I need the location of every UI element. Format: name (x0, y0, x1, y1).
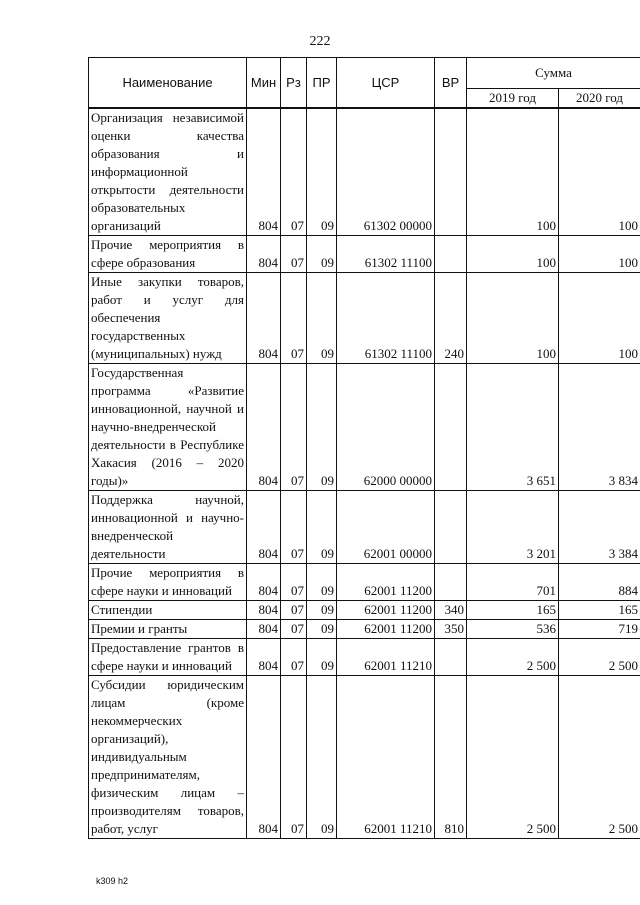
table-row (89, 620, 640, 639)
table-row (89, 601, 640, 620)
row-min: 804 (247, 491, 281, 564)
table-body (89, 108, 640, 839)
footer-code: k309 h2 (96, 876, 129, 886)
row-pr: 09 (307, 236, 337, 273)
row-vr (435, 364, 467, 491)
row-pr: 09 (307, 676, 337, 839)
row-rz: 07 (281, 108, 307, 236)
row-csr: 62001 11200 (337, 620, 435, 639)
table-row (89, 273, 640, 364)
row-sum-2020: 100 (559, 236, 640, 273)
row-min: 804 (247, 236, 281, 273)
row-name: Премии и гранты (89, 620, 247, 639)
row-csr: 62001 11200 (337, 564, 435, 601)
table-row (89, 676, 640, 839)
row-csr: 61302 11100 (337, 273, 435, 364)
row-sum-2020: 3 384 (559, 491, 640, 564)
header-csr: ЦСР (337, 58, 435, 109)
row-vr: 340 (435, 601, 467, 620)
row-csr: 61302 11100 (337, 236, 435, 273)
row-sum-2020: 884 (559, 564, 640, 601)
row-sum-2020: 719 (559, 620, 640, 639)
row-sum-2020: 165 (559, 601, 640, 620)
row-vr: 810 (435, 676, 467, 839)
row-csr: 62001 00000 (337, 491, 435, 564)
row-csr: 62000 00000 (337, 364, 435, 491)
row-sum-2019: 536 (467, 620, 559, 639)
row-rz: 07 (281, 364, 307, 491)
row-pr: 09 (307, 601, 337, 620)
row-pr: 09 (307, 491, 337, 564)
row-sum-2020: 3 834 (559, 364, 640, 491)
header-name: Наименование (89, 58, 247, 109)
row-sum-2019: 165 (467, 601, 559, 620)
table-row (89, 108, 640, 236)
row-min: 804 (247, 601, 281, 620)
page-number: 222 (309, 34, 331, 49)
row-rz: 07 (281, 236, 307, 273)
row-pr: 09 (307, 364, 337, 491)
row-min: 804 (247, 564, 281, 601)
row-rz: 07 (281, 676, 307, 839)
row-min: 804 (247, 108, 281, 236)
row-name: Субсидии юридическим лицам (кроме некоммерческих организаций), индивидуальным предпринимателям, физическим лицам – производителям товаров, работ, услуг (89, 676, 247, 839)
row-name: Прочие мероприятия в сфере образования (89, 236, 247, 273)
row-name: Поддержка научной, инновационной и научно-внедренческой деятельности (89, 491, 247, 564)
row-sum-2019: 2 500 (467, 676, 559, 839)
row-rz: 07 (281, 639, 307, 676)
row-vr (435, 108, 467, 236)
row-sum-2020: 100 (559, 108, 640, 236)
table-row (89, 236, 640, 273)
header-min: Мин (247, 58, 281, 109)
row-csr: 62001 11210 (337, 676, 435, 839)
row-csr: 61302 00000 (337, 108, 435, 236)
row-name: Государственная программа «Развитие инновационной, научной и научно-внедренческой деятельности в Республике Хакасия (2016 – 2020 годы)» (89, 364, 247, 491)
row-vr: 240 (435, 273, 467, 364)
row-rz: 07 (281, 273, 307, 364)
row-sum-2019: 100 (467, 236, 559, 273)
row-min: 804 (247, 676, 281, 839)
header-row (89, 58, 640, 89)
row-csr: 62001 11210 (337, 639, 435, 676)
row-min: 804 (247, 273, 281, 364)
header-year-2020: 2020 год (559, 89, 640, 109)
row-pr: 09 (307, 273, 337, 364)
row-vr (435, 564, 467, 601)
header-vr: ВР (435, 58, 467, 109)
table-row (89, 639, 640, 676)
row-sum-2020: 100 (559, 273, 640, 364)
row-name: Стипендии (89, 601, 247, 620)
row-name: Предоставление грантов в сфере науки и инноваций (89, 639, 247, 676)
header-pr: ПР (307, 58, 337, 109)
header-sum: Сумма (467, 58, 640, 89)
row-vr (435, 236, 467, 273)
row-vr (435, 491, 467, 564)
row-name: Прочие мероприятия в сфере науки и инноваций (89, 564, 247, 601)
row-min: 804 (247, 620, 281, 639)
row-rz: 07 (281, 564, 307, 601)
table-row (89, 364, 640, 491)
row-sum-2019: 100 (467, 273, 559, 364)
row-sum-2019: 3 651 (467, 364, 559, 491)
header-rz: Рз (281, 58, 307, 109)
row-pr: 09 (307, 620, 337, 639)
budget-table (88, 57, 640, 839)
row-sum-2019: 2 500 (467, 639, 559, 676)
row-sum-2019: 3 201 (467, 491, 559, 564)
row-min: 804 (247, 364, 281, 491)
row-name: Организация независимой оценки качества образования и информационной открытости деятельности образовательных организаций (89, 108, 247, 236)
table-row (89, 564, 640, 601)
row-sum-2019: 100 (467, 108, 559, 236)
row-csr: 62001 11200 (337, 601, 435, 620)
row-name: Иные закупки товаров, работ и услуг для обеспечения государственных (муниципальных) нужд (89, 273, 247, 364)
row-pr: 09 (307, 564, 337, 601)
row-vr: 350 (435, 620, 467, 639)
row-sum-2019: 701 (467, 564, 559, 601)
row-pr: 09 (307, 108, 337, 236)
row-vr (435, 639, 467, 676)
row-min: 804 (247, 639, 281, 676)
header-year-2019: 2019 год (467, 89, 559, 109)
row-sum-2020: 2 500 (559, 639, 640, 676)
row-rz: 07 (281, 620, 307, 639)
row-rz: 07 (281, 491, 307, 564)
table-row (89, 491, 640, 564)
row-pr: 09 (307, 639, 337, 676)
row-sum-2020: 2 500 (559, 676, 640, 839)
row-rz: 07 (281, 601, 307, 620)
